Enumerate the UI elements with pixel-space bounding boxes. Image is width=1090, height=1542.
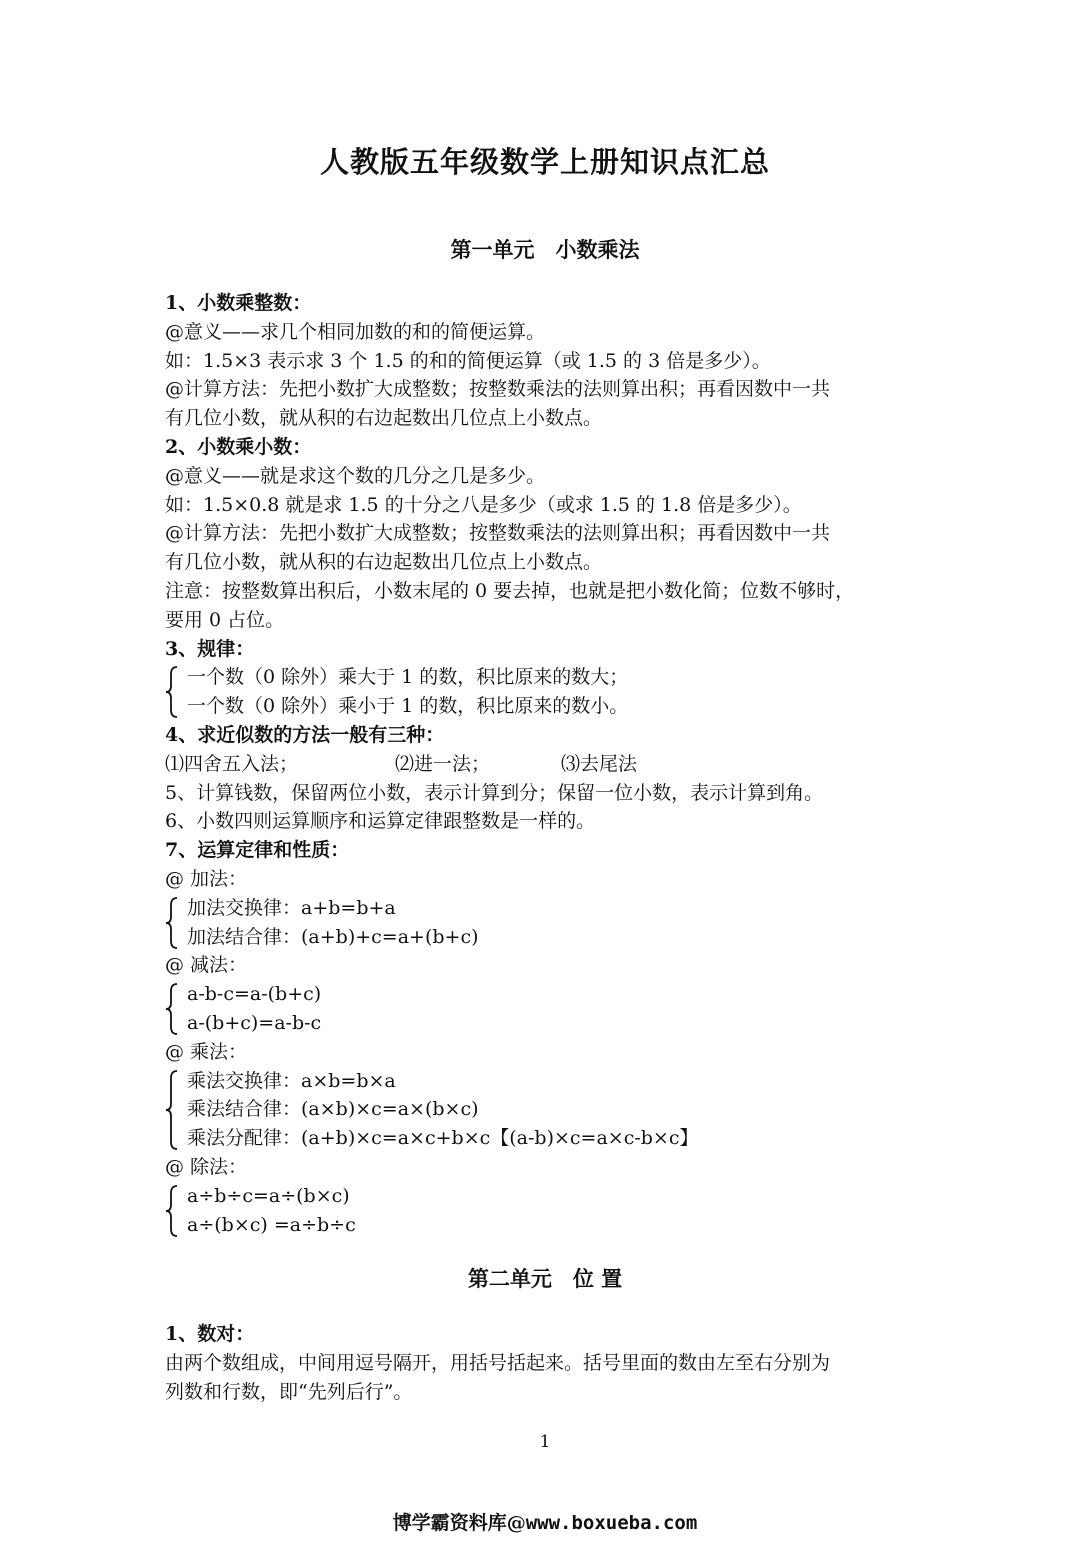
footer-site: 博学霸资料库@: [392, 1512, 526, 1534]
section-1-example: 如：1.5×3 表示求 3 个 1.5 的和的简便运算（或 1.5 的 3 倍是多少）。: [165, 349, 771, 372]
subtraction-heading: @ 减法：: [165, 954, 248, 977]
addition-associative: 加法结合律：(a+b)+c=a+(b+c): [187, 925, 479, 948]
method-rounding: ⑴四舍五入法；: [165, 752, 299, 775]
multiplication-commutative: 乘法交换律：a×b=b×a: [187, 1069, 396, 1092]
section-6: 6、小数四则运算顺序和运算定律跟整数是一样的。: [165, 810, 596, 833]
multiplication-heading: @ 乘法：: [165, 1040, 248, 1063]
rule-less-than-one: 一个数（0 除外）乘小于 1 的数，积比原来的数小。: [187, 695, 629, 718]
approximation-methods: [165, 750, 930, 779]
section-2-heading: 2、小数乘小数：: [165, 435, 312, 458]
method-truncate: ⑶去尾法: [561, 752, 638, 775]
addition-heading: @ 加法：: [165, 867, 248, 890]
section-5: 5、计算钱数，保留两位小数，表示计算到分；保留一位小数，表示计算到角。: [165, 781, 824, 804]
section-2-note-cont: 要用 0 占位。: [165, 608, 285, 631]
multiplication-associative: 乘法结合律：(a×b)×c=a×(b×c): [187, 1098, 479, 1121]
section-1-method-cont: 有几位小数，就从积的右边起数出几位点上小数点。: [165, 407, 603, 430]
unit1-heading: 第一单元 小数乘法: [450, 237, 640, 262]
brace-icon: [165, 666, 177, 718]
unit1-content: [165, 289, 930, 1239]
page-number: 1: [539, 1432, 551, 1452]
unit2-section-1-heading: 1、数对：: [165, 1323, 255, 1345]
footer-url[interactable]: www.boxueba.com: [525, 1512, 698, 1534]
subtraction-rule-2: a-(b+c)=a-b-c: [187, 1011, 322, 1034]
rule-group: [165, 663, 930, 721]
method-round-up: ⑵进一法；: [395, 752, 491, 775]
rule-greater-than-one: 一个数（0 除外）乘大于 1 的数，积比原来的数大；: [187, 666, 629, 689]
brace-icon: [165, 983, 177, 1035]
subtraction-rule-1: a-b-c=a-(b+c): [187, 983, 322, 1006]
unit2-section-1-text-cont: 列数和行数，即“先列后行”。: [165, 1380, 413, 1403]
section-1-meaning: @意义——求几个相同加数的和的简便运算。: [165, 320, 546, 343]
multiplication-group: [165, 1067, 930, 1153]
unit2-heading: 第二单元 位 置: [467, 1266, 623, 1291]
brace-icon: [165, 1185, 177, 1237]
division-rule-1: a÷b÷c=a÷(b×c): [187, 1184, 350, 1207]
multiplication-distributive: 乘法分配律：(a+b)×c=a×c+b×c【(a-b)×c=a×c-b×c】: [187, 1127, 699, 1150]
section-3-heading: 3、规律：: [165, 637, 255, 660]
section-2-example: 如：1.5×0.8 就是求 1.5 的十分之八是多少（或求 1.5 的 1.8 倍是多少）。: [165, 493, 802, 516]
subtraction-group: [165, 980, 930, 1038]
division-rule-2: a÷(b×c) =a÷b÷c: [187, 1213, 356, 1236]
footer-watermark: [0, 1508, 1090, 1535]
document-title: 人教版五年级数学上册知识点汇总: [319, 145, 770, 179]
unit2-section-1-text: 由两个数组成，中间用逗号隔开，用括号括起来。括号里面的数由左至右分别为: [165, 1351, 831, 1374]
brace-icon: [165, 897, 177, 949]
section-1-method: @计算方法：先把小数扩大成整数；按整数乘法的法则算出积；再看因数中一共: [165, 378, 831, 401]
section-1-heading: 1、小数乘整数：: [165, 292, 312, 314]
section-2-method-cont: 有几位小数，就从积的右边起数出几位点上小数点。: [165, 551, 603, 574]
section-4-heading: 4、求近似数的方法一般有三种：: [165, 723, 445, 746]
unit2-content: [165, 1320, 930, 1406]
addition-group: [165, 894, 930, 952]
division-heading: @ 除法：: [165, 1155, 248, 1178]
addition-commutative: 加法交换律：a+b=b+a: [187, 896, 396, 919]
section-2-note: 注意：按整数算出积后，小数末尾的 0 要去掉，也就是把小数化简；位数不够时，: [165, 579, 855, 602]
division-group: [165, 1182, 930, 1240]
section-2-meaning: @意义——就是求这个数的几分之几是多少。: [165, 464, 546, 487]
section-2-method: @计算方法：先把小数扩大成整数；按整数乘法的法则算出积；再看因数中一共: [165, 522, 831, 545]
brace-icon: [165, 1070, 177, 1150]
section-7-heading: 7、运算定律和性质：: [165, 839, 350, 862]
